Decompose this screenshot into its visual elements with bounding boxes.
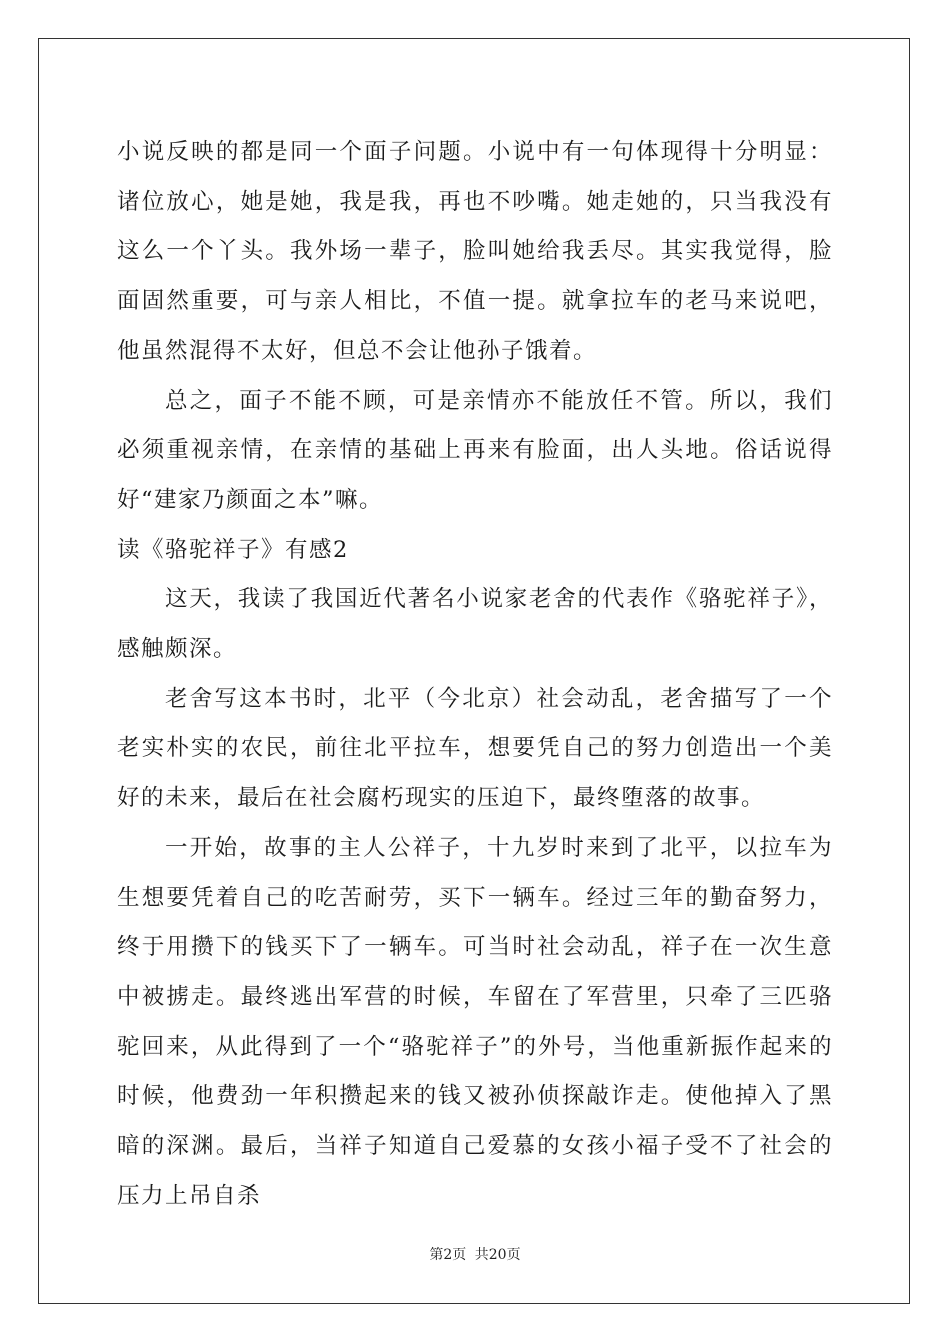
page-total: 共20页 — [474, 1247, 521, 1263]
document-body — [117, 128, 833, 1221]
paragraph-2: 总之，面子不能不顾，可是亲情亦不能放任不管。所以，我们必须重视亲情，在亲情的基础上再来有脸面，出人头地。俗话说得好“建家乃颜面之本”嘛。 — [117, 387, 833, 513]
paragraph-3: 这天，我读了我国近代著名小说家老舍的代表作《骆驼祥子》，感触颇深。 — [117, 586, 833, 663]
paragraph-5: 一开始，故事的主人公祥子，十九岁时来到了北平，以拉车为生想要凭着自己的吃苦耐劳，买下一辆车。经过三年的勤奋努力，终于用攒下的钱买下了一辆车。可当时社会动乱，祥子在一次生意中被掳走。最终逃出军营的时候，车留在了军营里，只牵了三匹骆驼回来，从此得到了一个“骆驼祥子”的外号，当他重新振作起来的时候，他费劲一年积攒起来的钱又被孙侦探敲诈走。使他掉入了黑暗的深渊。最后，当祥子知道自己爱慕的女孩小福子受不了社会的压力上吊自杀 — [117, 834, 833, 1209]
page-footer — [0, 1244, 950, 1264]
paragraph-1: 小说反映的都是同一个面子问题。小说中有一句体现得十分明显：诸位放心，她是她，我是我，再也不吵嘴。她走她的，只当我没有这么一个丫头。我外场一辈子，脸叫她给我丢尽。其实我觉得，脸面固然重要，可与亲人相比，不值一提。就拿拉车的老马来说吧，他虽然混得不太好，但总不会让他孙子饿着。 — [117, 139, 833, 364]
page-number: 第2页 — [429, 1247, 467, 1263]
paragraph-4: 老舍写这本书时，北平（今北京）社会动乱，老舍描写了一个老实朴实的农民，前往北平拉车，想要凭自己的努力创造出一个美好的未来，最后在社会腐朽现实的压迫下，最终堕落的故事。 — [117, 685, 833, 812]
section-heading: 读《骆驼祥子》有感2 — [117, 536, 349, 563]
